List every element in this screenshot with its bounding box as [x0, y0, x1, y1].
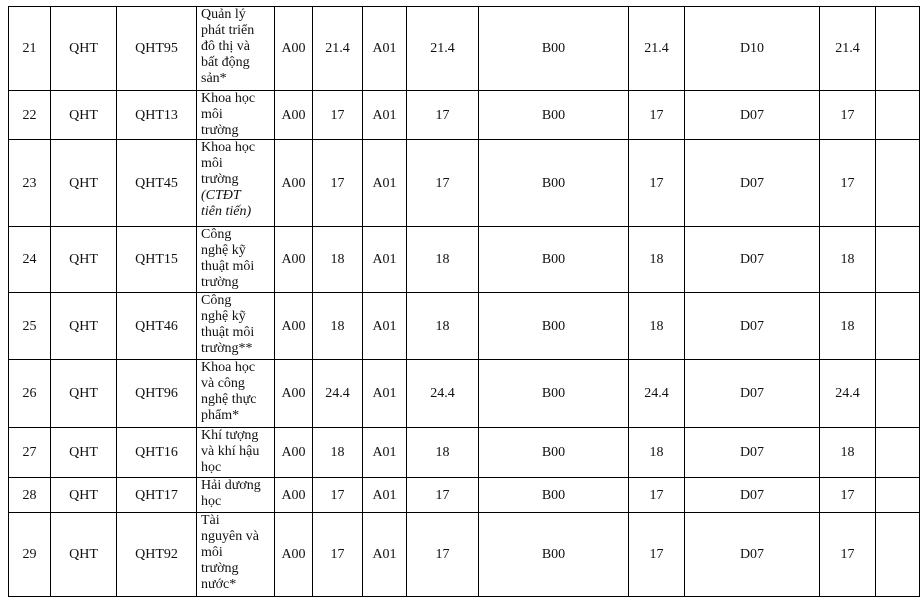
major-code: QHT17: [117, 478, 197, 513]
subject-group-2: A01: [363, 7, 407, 91]
score-3: 17: [629, 478, 685, 513]
subject-group-3: B00: [479, 360, 629, 428]
empty-cell: [876, 227, 920, 293]
score-2: 24.4: [407, 360, 479, 428]
score-3: 21.4: [629, 7, 685, 91]
major-name-line: trường: [201, 123, 239, 138]
empty-cell: [876, 428, 920, 478]
school-code: QHT: [51, 91, 117, 140]
row-number: 25: [9, 293, 51, 360]
score-1: 18: [313, 293, 363, 360]
major-code: QHT92: [117, 513, 197, 597]
score-3: 18: [629, 428, 685, 478]
major-name-note: (CTĐT: [201, 188, 241, 203]
score-3: 17: [629, 140, 685, 227]
major-name-line: trường**: [201, 341, 253, 356]
major-name-line: Quản lý: [201, 7, 246, 22]
subject-group-2: A01: [363, 360, 407, 428]
school-code: QHT: [51, 360, 117, 428]
subject-group-4: D07: [685, 428, 820, 478]
score-2: 18: [407, 293, 479, 360]
score-4: 17: [820, 140, 876, 227]
score-3: 18: [629, 293, 685, 360]
subject-group-4: D07: [685, 478, 820, 513]
subject-group-2: A01: [363, 227, 407, 293]
major-name-line: học: [201, 494, 222, 509]
score-3: 18: [629, 227, 685, 293]
major-name-line: nghệ thực: [201, 392, 257, 407]
table-row: [9, 478, 920, 513]
subject-group-4: D07: [685, 293, 820, 360]
score-4: 21.4: [820, 7, 876, 91]
score-2: 17: [407, 140, 479, 227]
major-name-line: trường: [201, 172, 239, 187]
major-name-line: nghệ kỹ: [201, 309, 246, 324]
major-name-line: nghệ kỹ: [201, 243, 246, 258]
score-2: 18: [407, 227, 479, 293]
subject-group-1: A00: [275, 360, 313, 428]
major-code: QHT46: [117, 293, 197, 360]
major-name: [197, 227, 275, 293]
school-code: QHT: [51, 140, 117, 227]
score-2: 21.4: [407, 7, 479, 91]
subject-group-1: A00: [275, 91, 313, 140]
row-number: 26: [9, 360, 51, 428]
table-row: [9, 293, 920, 360]
major-name-note: tiên tiến): [201, 204, 252, 219]
empty-cell: [876, 478, 920, 513]
subject-group-2: A01: [363, 91, 407, 140]
major-name-line: Khoa học: [201, 140, 256, 155]
major-name-line: trường: [201, 561, 239, 576]
score-4: 17: [820, 91, 876, 140]
score-4: 17: [820, 478, 876, 513]
major-name-line: Khí tượng: [201, 428, 259, 443]
major-name-line: trường: [201, 275, 239, 290]
row-number: 24: [9, 227, 51, 293]
score-1: 18: [313, 227, 363, 293]
subject-group-2: A01: [363, 140, 407, 227]
empty-cell: [876, 360, 920, 428]
major-name: [197, 293, 275, 360]
empty-cell: [876, 140, 920, 227]
major-name-line: Khoa học: [201, 360, 256, 375]
score-2: 17: [407, 91, 479, 140]
score-1: 24.4: [313, 360, 363, 428]
subject-group-3: B00: [479, 7, 629, 91]
major-name-line: và khí hậu: [201, 444, 260, 459]
subject-group-1: A00: [275, 227, 313, 293]
table-row: [9, 7, 920, 91]
score-4: 18: [820, 293, 876, 360]
major-name: [197, 478, 275, 513]
major-name-line: và công: [201, 376, 245, 391]
major-code: QHT96: [117, 360, 197, 428]
score-4: 18: [820, 428, 876, 478]
subject-group-4: D07: [685, 513, 820, 597]
major-name: [197, 360, 275, 428]
major-name: [197, 513, 275, 597]
score-3: 17: [629, 513, 685, 597]
score-1: 17: [313, 478, 363, 513]
major-name-line: thuật môi: [201, 325, 255, 340]
score-3: 24.4: [629, 360, 685, 428]
major-name-line: học: [201, 460, 222, 475]
subject-group-1: A00: [275, 428, 313, 478]
school-code: QHT: [51, 478, 117, 513]
major-code: QHT13: [117, 91, 197, 140]
major-name: [197, 140, 275, 227]
major-name: [197, 91, 275, 140]
empty-cell: [876, 91, 920, 140]
table-row: [9, 140, 920, 227]
subject-group-3: B00: [479, 91, 629, 140]
major-code: QHT15: [117, 227, 197, 293]
subject-group-2: A01: [363, 428, 407, 478]
major-code: QHT45: [117, 140, 197, 227]
subject-group-1: A00: [275, 478, 313, 513]
score-4: 18: [820, 227, 876, 293]
major-name-line: bất động: [201, 55, 250, 70]
empty-cell: [876, 293, 920, 360]
score-2: 17: [407, 513, 479, 597]
score-4: 17: [820, 513, 876, 597]
subject-group-3: B00: [479, 227, 629, 293]
major-name-line: sản*: [201, 71, 227, 86]
major-name-line: môi: [201, 107, 223, 122]
subject-group-3: B00: [479, 478, 629, 513]
score-2: 18: [407, 428, 479, 478]
table-body: [9, 7, 920, 597]
school-code: QHT: [51, 7, 117, 91]
subject-group-3: B00: [479, 293, 629, 360]
row-number: 21: [9, 7, 51, 91]
subject-group-4: D10: [685, 7, 820, 91]
major-name-line: Khoa học: [201, 91, 256, 106]
row-number: 27: [9, 428, 51, 478]
row-number: 23: [9, 140, 51, 227]
subject-group-1: A00: [275, 140, 313, 227]
subject-group-3: B00: [479, 428, 629, 478]
major-name: [197, 428, 275, 478]
subject-group-4: D07: [685, 91, 820, 140]
table-row: [9, 360, 920, 428]
major-name-line: đô thị và: [201, 39, 250, 54]
major-name-line: Công: [201, 293, 232, 308]
subject-group-4: D07: [685, 360, 820, 428]
score-1: 18: [313, 428, 363, 478]
row-number: 22: [9, 91, 51, 140]
table-row: [9, 428, 920, 478]
table-row: [9, 513, 920, 597]
score-3: 17: [629, 91, 685, 140]
major-name-line: phát triển: [201, 23, 255, 38]
empty-cell: [876, 7, 920, 91]
subject-group-3: B00: [479, 140, 629, 227]
school-code: QHT: [51, 227, 117, 293]
major-name-line: Công: [201, 227, 232, 242]
school-code: QHT: [51, 293, 117, 360]
subject-group-4: D07: [685, 140, 820, 227]
subject-group-2: A01: [363, 513, 407, 597]
major-name-line: môi: [201, 545, 223, 560]
score-4: 24.4: [820, 360, 876, 428]
major-code: QHT95: [117, 7, 197, 91]
major-name-line: Hải dương: [201, 478, 261, 493]
subject-group-3: B00: [479, 513, 629, 597]
admission-score-table: [8, 6, 920, 597]
score-1: 17: [313, 513, 363, 597]
subject-group-1: A00: [275, 7, 313, 91]
school-code: QHT: [51, 428, 117, 478]
major-name-line: nguyên và: [201, 529, 259, 544]
table-row: [9, 227, 920, 293]
row-number: 28: [9, 478, 51, 513]
subject-group-1: A00: [275, 293, 313, 360]
major-name-line: Tài: [201, 513, 220, 528]
major-name-line: phẩm*: [201, 408, 240, 423]
major-name: [197, 7, 275, 91]
score-1: 17: [313, 140, 363, 227]
major-name-line: nước*: [201, 577, 237, 592]
row-number: 29: [9, 513, 51, 597]
score-1: 17: [313, 91, 363, 140]
subject-group-1: A00: [275, 513, 313, 597]
table-row: [9, 91, 920, 140]
empty-cell: [876, 513, 920, 597]
score-2: 17: [407, 478, 479, 513]
score-1: 21.4: [313, 7, 363, 91]
subject-group-2: A01: [363, 293, 407, 360]
school-code: QHT: [51, 513, 117, 597]
subject-group-4: D07: [685, 227, 820, 293]
subject-group-2: A01: [363, 478, 407, 513]
major-name-line: môi: [201, 156, 223, 171]
major-name-line: thuật môi: [201, 259, 255, 274]
major-code: QHT16: [117, 428, 197, 478]
